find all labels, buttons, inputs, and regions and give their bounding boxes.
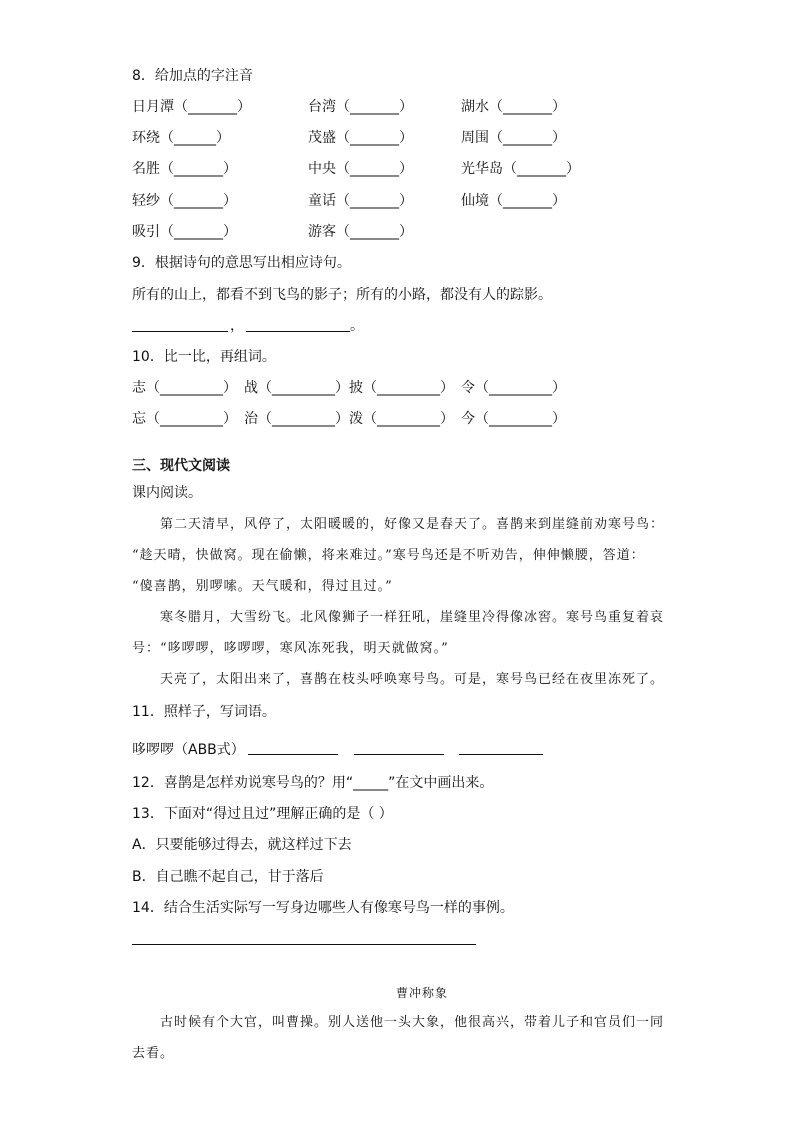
q10-item-po: 泼（_________） (349, 411, 454, 427)
q13-title: 13．下面对“得过且过”理解正确的是（ ） (132, 806, 393, 822)
passage-line: 号：“哆啰啰，哆啰啰，寒风冻死我，明天就做窝。” (132, 641, 449, 656)
q10-item-zhi: 志（_________） (132, 380, 237, 396)
q14-title: 14．结合生活实际写一写身边哪些人有像寒号鸟一样的事例。 (132, 900, 514, 916)
q14-answer-line[interactable] (132, 944, 476, 945)
q9-answer-line-1[interactable] (132, 331, 228, 332)
q8-item-guanghuadao: 光华岛（_______） (461, 161, 580, 177)
q8-item-qingsha: 轻纱（_______） (132, 193, 237, 209)
q11-answer-line-1[interactable] (248, 754, 338, 755)
q11-answer-line-3[interactable] (459, 754, 543, 755)
q11-answer-line-2[interactable] (354, 754, 444, 755)
story-title: 曹冲称象 (396, 986, 449, 1000)
story-line: 古时候有个大官，叫曹操。别人送他一头大象，他很高兴，带着儿子和官员们一同 (160, 1015, 665, 1030)
q8-item-xiyin: 吸引（_______） (132, 224, 237, 240)
q10-item-zhi2: 治（_________） (244, 411, 349, 427)
q8-title: 8．给加点的字注音 (132, 68, 253, 84)
q11-example: 哆啰啰（ABB式） (132, 742, 245, 758)
passage-line: “趁天晴，快做窝。现在偷懒，将来难过。”寒号鸟还是不听劝告，伸伸懒腰，答道： (132, 548, 645, 563)
story-line: 去看。 (132, 1046, 175, 1061)
q12-text: 12．喜鹊是怎样劝说寒号鸟的？用“_____”在文中画出来。 (132, 775, 494, 791)
q8-item-riyuetan: 日月潭（_______） (132, 99, 251, 115)
q10-item-ling: 令（_________） (461, 380, 566, 396)
section-heading: 三、现代文阅读 (132, 458, 230, 474)
q8-item-huanrao: 环绕（______） (132, 130, 230, 146)
section-subheading: 课内阅读。 (132, 485, 202, 501)
q9-title: 9．根据诗句的意思写出相应诗句。 (132, 255, 351, 271)
q10-item-wang: 忘（_________） (132, 411, 237, 427)
q8-item-hushui: 湖水（_______） (461, 99, 566, 115)
q8-item-mingsheng: 名胜（_______） (132, 161, 237, 177)
q10-item-jin: 今（_________） (461, 411, 566, 427)
q8-item-youke: 游客（_______） (308, 224, 413, 240)
passage-line: 第二天清早，风停了，太阳暖暖的，好像又是春天了。喜鹊来到崖缝前劝寒号鸟： (160, 517, 665, 532)
q13-option-a[interactable]: A．只要能够过得去，就这样过下去 (132, 837, 352, 853)
passage-line: 寒冬腊月，大雪纷飞。北风像狮子一样狂吼，崖缝里冷得像冰窖。寒号鸟重复着哀 (160, 610, 665, 625)
q10-item-zhan: 战（_________） (244, 380, 349, 396)
q8-item-xianjing: 仙境（_______） (461, 193, 566, 209)
q8-item-zhongyang: 中央（_______） (308, 161, 413, 177)
q8-item-taiwan: 台湾（_______） (308, 99, 413, 115)
q9-comma: ， (230, 318, 244, 334)
q9-period: 。 (350, 318, 364, 334)
q8-item-tonghua: 童话（_______） (308, 193, 413, 209)
q9-answer-line-2[interactable] (246, 331, 350, 332)
q10-item-pi: 披（_________） (349, 380, 454, 396)
passage-line: 天亮了，太阳出来了，喜鹊在枝头呼唤寒号鸟。可是，寒号鸟已经在夜里冻死了。 (160, 672, 665, 687)
q11-title: 11．照样子，写词语。 (132, 704, 276, 720)
q8-item-zhouwei: 周围（_______） (461, 130, 566, 146)
q10-title: 10．比一比，再组词。 (132, 349, 276, 365)
passage-line: “傻喜鹊，别啰嗦。天气暖和，得过且过。” (132, 579, 393, 594)
q8-item-maosheng: 茂盛（_______） (308, 130, 413, 146)
q13-option-b[interactable]: B．自己瞧不起自己，甘于落后 (132, 869, 324, 885)
q9-meaning: 所有的山上，都看不到飞鸟的影子；所有的小路，都没有人的踪影。 (132, 287, 552, 303)
